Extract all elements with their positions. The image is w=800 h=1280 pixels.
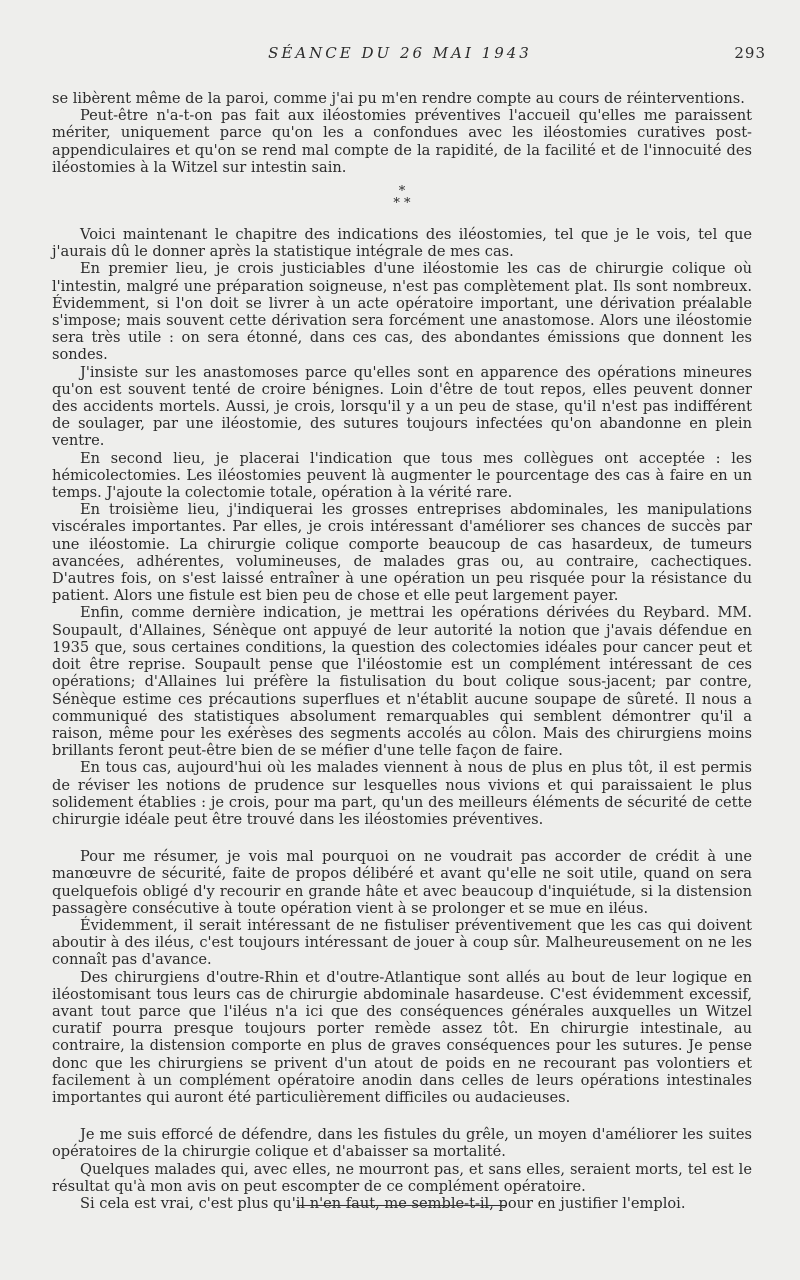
paragraph: Des chirurgiens d'outre-Rhin et d'outre-Atlantique sont allés au bout de leur logique en iléostomisant tous leurs cas de chirurgie abdominale hasardeuse. C'est évidemment excessif, avant tout parce que l'iléus n'a ici que des conséquences générales auxquelles un Witzel curatif pourra presque toujours porter remède assez tôt. En chirurgie intestinale, au contraire, la distension comporte en plus de graves conséquences pour les sutures. Je pense donc que les chirurgiens se privent d'un atout de poids en ne recourant pas volontiers et facilement à un complément opératoire anodin dans celles de leurs opérations intestinales importantes qui auront été particulièrement difficiles ou audacieuses. xyxy=(52,968,752,1106)
paragraph: Je me suis efforcé de défendre, dans les fistules du grêle, un moyen d'améliorer les suites opératoires de la chirurgie colique et d'abaisser sa mortalité. xyxy=(52,1126,752,1161)
paragraph: Peut-être n'a-t-on pas fait aux iléostomies préventives l'accueil qu'elles me paraissent mériter, uniquement parce qu'on les a confondues avec les iléostomies curatives post-appendiculaires et qu'on se rend mal compte de la rapidité, de la facilité et de l'innocuité des iléostomies à la Witzel sur intestin sain. xyxy=(52,107,752,176)
paragraph: se libèrent même de la paroi, comme j'ai pu m'en rendre compte au cours de réinterventions. xyxy=(52,90,745,107)
closing-rule xyxy=(297,1205,507,1206)
paragraph: Voici maintenant le chapitre des indications des iléostomies, tel que je le vois, tel que j'aurais dû le donner après la statistique intégrale de mes cas. xyxy=(52,226,752,261)
asterism-top: * xyxy=(398,184,406,200)
page-number: 293 xyxy=(734,44,766,62)
paragraph: Pour me résumer, je vois mal pourquoi on ne voudrait pas accorder de crédit à une manœuvre de sécurité, faite de propos délibéré et avant qu'elle ne soit utile, quand on sera quelquefois obligé d'y recourir en grande hâte et avec beaucoup d'inquiétude, si la distension passagère consécutive à toute opération vient à se prolonger et se mue en iléus. xyxy=(52,848,752,917)
section-gap xyxy=(52,1106,752,1126)
paragraph: Quelques malades qui, avec elles, ne mourront pas, et sans elles, seraient morts, tel est le résultat qu'à mon avis on peut escompter de ce complément opératoire. xyxy=(52,1160,752,1195)
paragraph: Enfin, comme dernière indication, je mettrai les opérations dérivées du Reybard. MM. Soupault, d'Allaines, Sénèque ont appuyé de leur autorité la notion que j'avais défendue en 1935 que, sous certaines conditions, la question des colectomies idéales pour cancer peut et doit être reprise. Soupault pense que l'iléostomie est un complément intéressant de ces opérations; d'Allaines lui préfère la fistulisation du bout colique sous-jacent; par contre, Sénèque estime ces précautions superflues et n'établit aucune soupape de sûreté. Il nous a communiqué des statistiques absolument remarquables qui semblent démontrer qu'il a raison, même pour les exérèses des segments accolés au côlon. Mais des chirurgiens moins brillants feront peut-être bien de se méfier d'une telle façon de faire. xyxy=(52,604,752,760)
paragraph: En troisième lieu, j'indiquerai les grosses entreprises abdominales, les manipulations viscérales importantes. Par elles, je crois intéressant d'améliorer ses chances de succès par une iléostomie. La chirurgie colique comporte beaucoup de cas hasardeux, de tumeurs avancées, adhérentes, volumineuses, de malades gras ou, au contraire, cachectiques. D'autres fois, on s'est laissé entraîner à une opération un peu risquée pour la résistance du patient. Alors une fistule est bien peu de chose et elle peut largement payer. xyxy=(52,501,752,605)
paragraph: En premier lieu, je crois justiciables d'une iléostomie les cas de chirurgie colique où l'intestin, malgré une préparation soigneuse, n'est pas complètement plat. Ils sont nombreux. Évidemment, si l'on doit se livrer à un acte opératoire important, une dérivation préalable s'impose; mais souvent cette dérivation sera forcément une anastomose. Alors une iléostomie sera très utile : on sera étonné, dans ces cas, des abondantes émissions que donnent les sondes. xyxy=(52,260,752,364)
running-title: SÉANCE DU 26 MAI 1943 xyxy=(268,44,532,62)
paragraph: Évidemment, il serait intéressant de ne fistuliser préventivement que les cas qui doivent aboutir à des iléus, c'est toujours intéressant de jouer à coup sûr. Malheureusement on ne les connaît pas d'avance. xyxy=(52,916,752,969)
paragraph: Si cela est vrai, c'est plus qu'il n'en faut, me semble-t-il, pour en justifier l'emploi. xyxy=(80,1194,686,1212)
paragraph: En tous cas, aujourd'hui où les malades viennent à nous de plus en plus tôt, il est permis de réviser les notions de prudence sur lesquelles nous vivions et qui paraissaient le plus solidement établies : je crois, pour ma part, qu'un des meilleurs éléments de sécurité de cette chirurgie idéale peut être trouvé dans les iléostomies préventives. xyxy=(52,759,752,828)
section-gap xyxy=(52,828,752,848)
paragraph: J'insiste sur les anastomoses parce qu'elles sont en apparence des opérations mineures qu'on est souvent tenté de croire bénignes. Loin d'être de tout repos, elles peuvent donner des accidents mortels. Aussi, je crois, lorsqu'il y a un peu de stase, qu'il n'est pas indifférent de soulager, par une iléostomie, des sutures toujours infectées qu'on abandonne en plein ventre. xyxy=(52,363,752,450)
asterism-bottom: * * xyxy=(393,196,411,212)
asterism-separator xyxy=(52,186,752,210)
paragraph: En second lieu, je placerai l'indication que tous mes collègues ont acceptée : les hémicolectomies. Les iléostomies peuvent là augmenter le pourcentage des cas à faire en un temps. J'ajoute la colectomie totale, opération à la vérité rare. xyxy=(52,449,752,502)
body-text xyxy=(52,90,752,1212)
running-header xyxy=(0,44,800,68)
